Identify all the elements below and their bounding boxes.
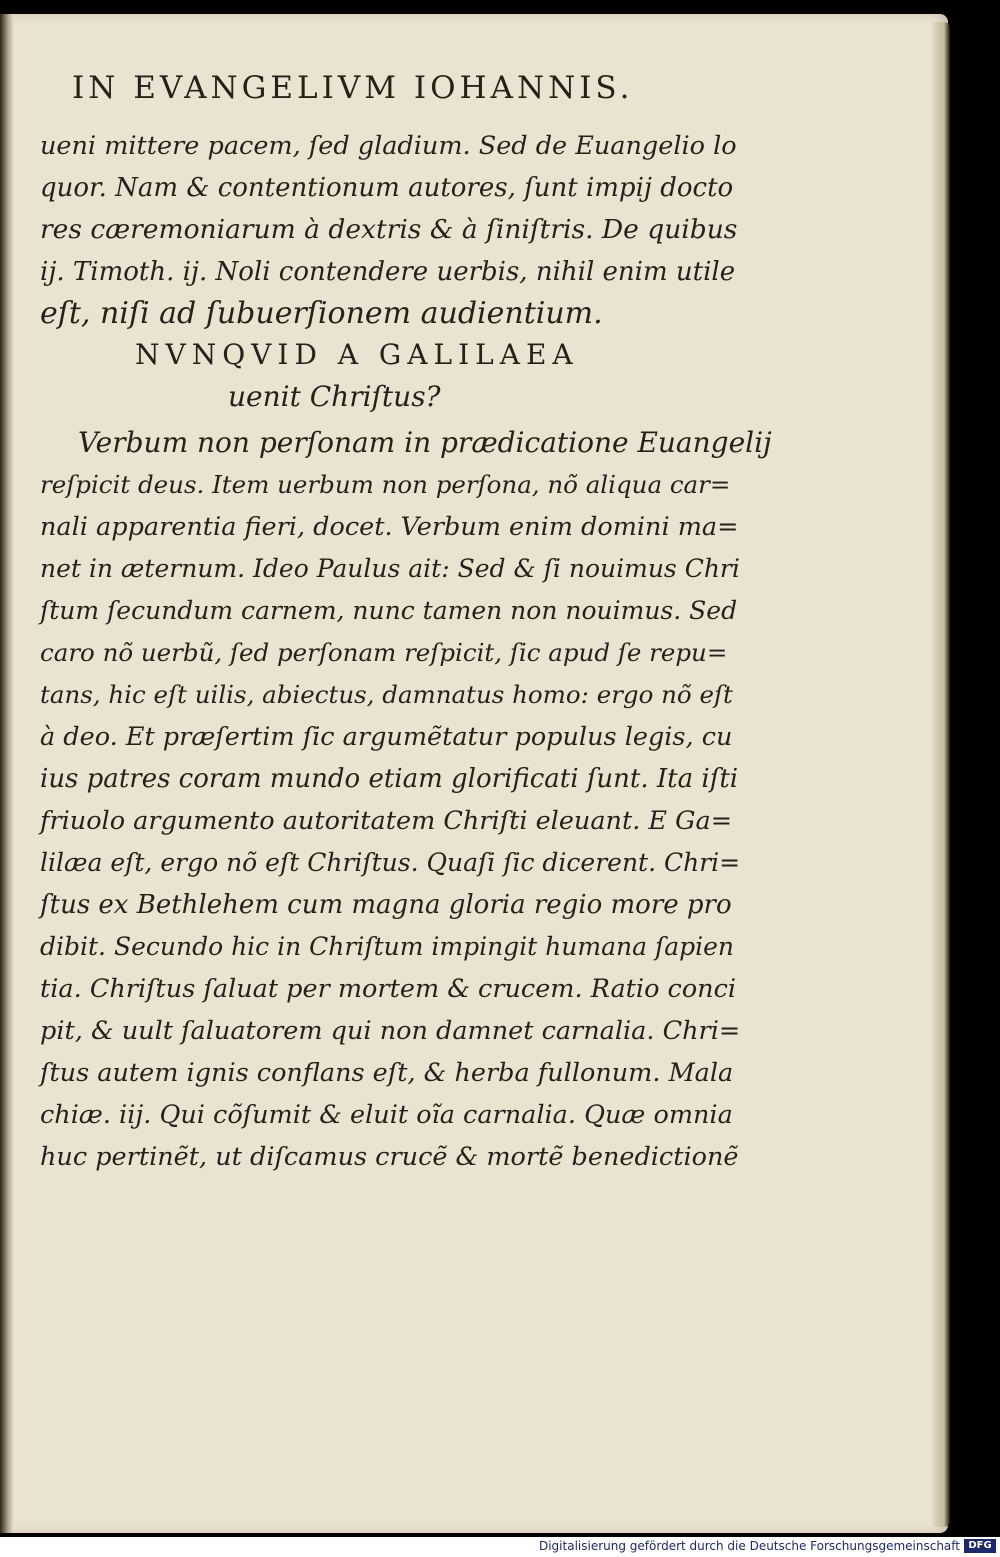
page-fore-edge [930,22,950,1527]
text-line: caro nõ uerbũ, ſed perſonam reſpicit, ſic apud ſe repu= [40,638,728,667]
funding-credit: Digitalisierung gefördert durch die Deutsche Forschungsgemeinschaft [538,1539,960,1553]
digitization-footer [0,1537,1000,1557]
text-line: Verbum non perſonam in prædicatione Euangelij [78,426,772,459]
text-line: dibit. Secundo hic in Chriſtum impingit humana ſapien [40,932,734,961]
page-gutter-shadow [0,14,14,1533]
text-line: res cæremoniarum à dextris & à ſiniſtris. De quibus [40,214,738,245]
text-line: ſtus ex Bethlehem cum magna gloria regio more pro [40,890,732,920]
text-line: quor. Nam & contentionum autores, ſunt impij docto [40,173,734,203]
text-line: net in æternum. Ideo Paulus ait: Sed & ſi nouimus Chri [40,554,740,583]
text-line: ſtus autem ignis conflans eſt, & herba fullonum. Mala [40,1058,734,1088]
dfg-logo: DFG [964,1539,996,1553]
text-line: ius patres coram mundo etiam glorificati ſunt. Ita iſti [40,764,739,794]
text-line: chiæ. iij. Qui cõſumit & eluit oĩa carnalia. Quæ omnia [40,1100,733,1130]
text-line: huc pertinẽt, ut diſcamus crucẽ & mortẽ benedictionẽ [40,1142,739,1172]
text-line: eſt, niſi ad ſubuerſionem audientium. [40,296,603,331]
text-line: lilæa eſt, ergo nõ eſt Chriſtus. Quaſi ſic dicerent. Chri= [40,848,741,877]
running-head: IN EVANGELIVM IOHANNIS. [72,70,634,106]
text-line: reſpicit deus. Item uerbum non perſona, nõ aliqua car= [40,470,731,499]
text-line: ſtum ſecundum carnem, nunc tamen non nouimus. Sed [40,596,738,625]
text-line: pit, & uult ſaluatorem qui non damnet carnalia. Chri= [40,1016,741,1046]
text-line: tia. Chriſtus ſaluat per mortem & crucem. Ratio conci [40,974,737,1004]
text-line: friuolo argumento autoritatem Chriſti eleuant. E Ga= [40,806,733,836]
text-line: tans, hic eſt uilis, abiectus, damnatus homo: ergo nõ eſt [40,680,733,709]
text-line: à deo. Et præſertim ſic argumẽtatur populus legis, cu [40,722,733,752]
text-line: ij. Timoth. ij. Noli contendere uerbis, nihil enim utile [40,257,736,287]
text-line: ueni mittere pacem, ſed gladium. Sed de Euangelio lo [40,131,737,161]
section-heading: NVNQVID A GALILAEA [135,338,579,371]
section-heading-continuation: uenit Chriſtus? [228,380,441,413]
text-line: nali apparentia fieri, docet. Verbum enim domini ma= [40,512,739,542]
